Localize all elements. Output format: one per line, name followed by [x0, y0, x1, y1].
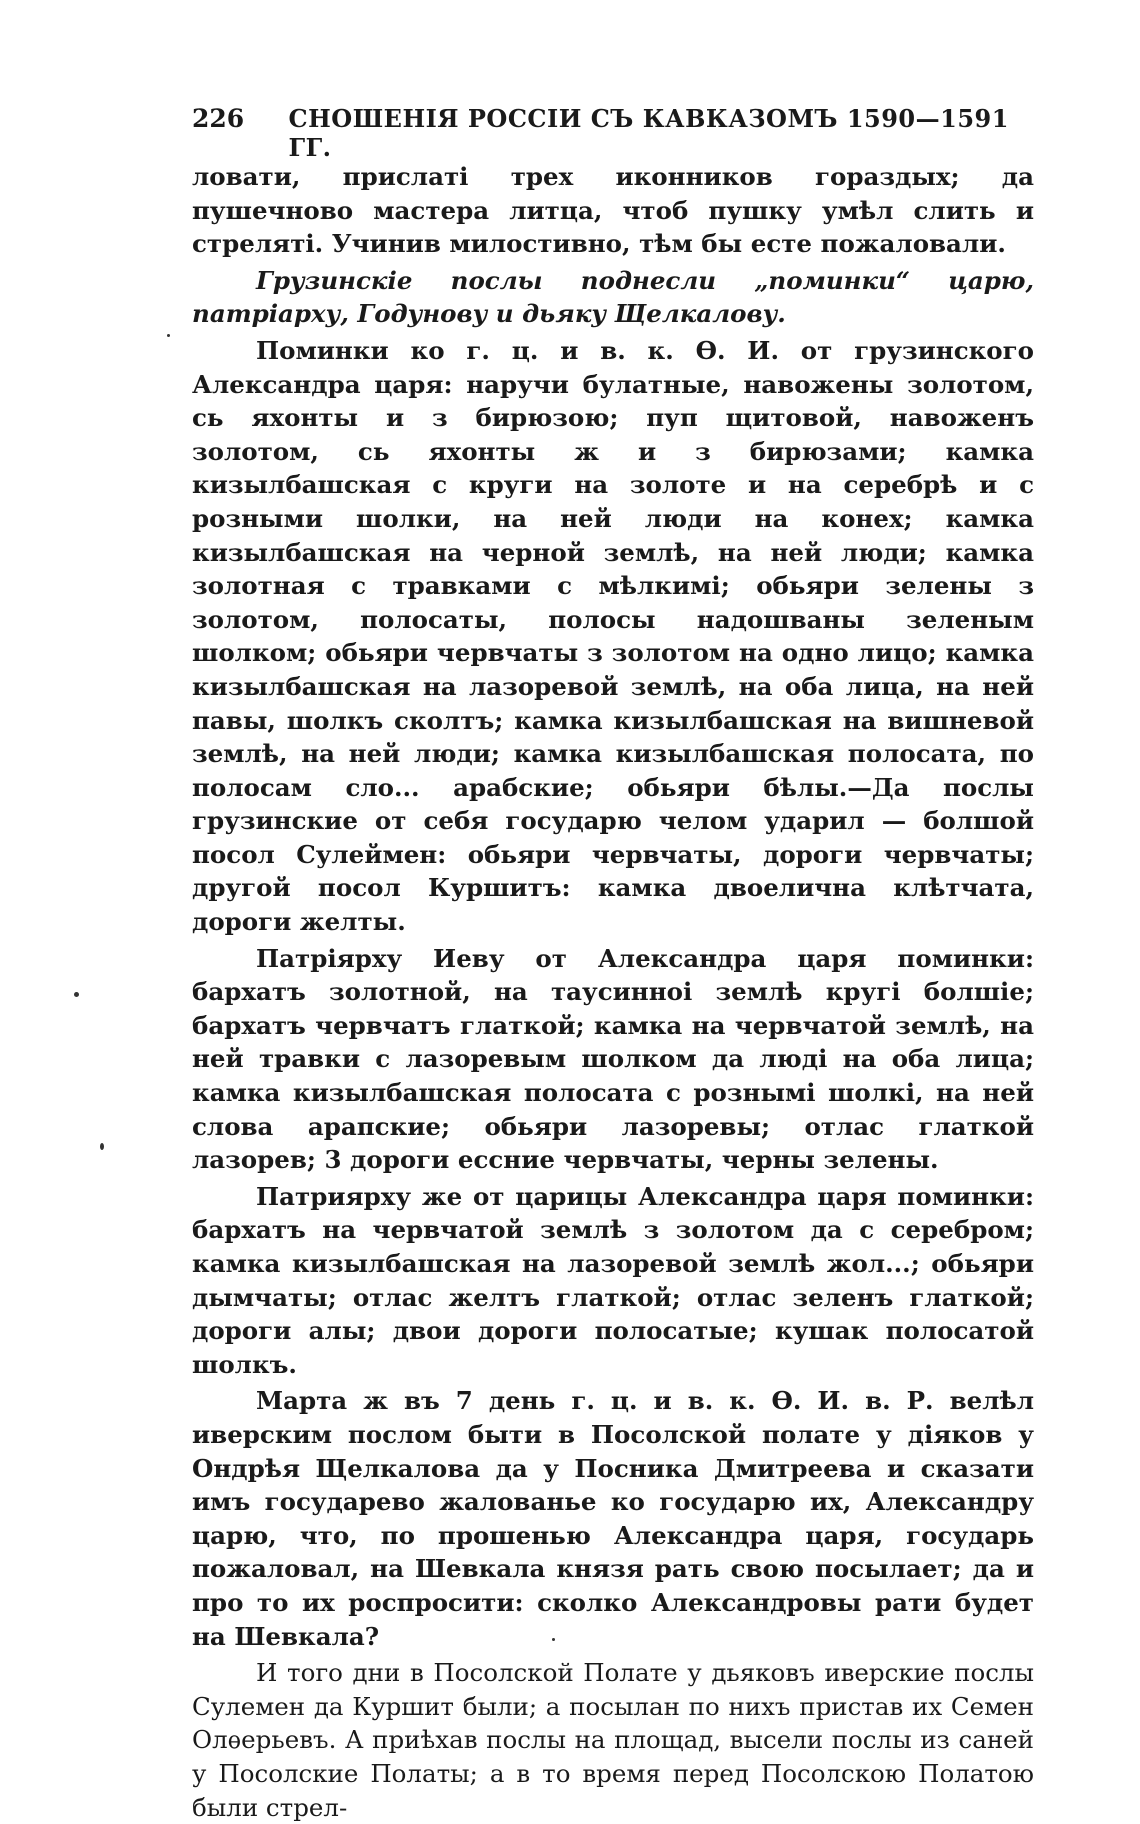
- document-page: [192, 104, 1034, 1824]
- scan-speck: [552, 1638, 555, 1641]
- section-heading-italic: Грузинскіе послы поднесли „поминки“ царю, патріарху, Годунову и дьяку Щелкалову.: [192, 265, 1034, 329]
- body-text: [192, 160, 1034, 1824]
- running-header: [192, 104, 1034, 162]
- paragraph-letter-ending: ловати, прислаті трех иконников гораздых; да пушечново мастера литца, чтоб пушку умѣл слить и стреляті. Учинив милостивно, тѣм бы есте пожаловали.: [192, 162, 1034, 259]
- paragraph-ambassadors-arrival: И того дни в Посолской Полате у дьяковъ иверские послы Сулемен да Куршит были; а посылан по нихъ пристав их Семен Олѳерьевъ. А приѣхав послы на площад, высели послы из саней у Посолские Полаты; а в то время перед Посолскою Полатою были стрел-: [192, 1658, 1034, 1822]
- scan-speck: [100, 1143, 104, 1150]
- paragraph-gifts-to-patriarch: Патріярху Иеву от Александра царя поминки: бархатъ золотной, на таусинноі землѣ кругі болшіе; бархатъ червчатъ глаткой; камка на червчатой землѣ, на ней травки с лазоревым шолком да люді на оба лица; камка кизылбашская полосата с рознымі шолкі, на ней слова арапские; обьяри лазоревы; отлас глаткой лазорев; 3 дороги ессние червчаты, черны зелены.: [192, 943, 1034, 1175]
- scan-speck: [74, 992, 79, 997]
- paragraph-march-audience: Марта ж въ 7 день г. ц. и в. к. Ѳ. И. в. Р. велѣл иверским послом быти в Посолской полате у діяков у Ондрѣя Щелкалова да у Посника Дмитреева и сказати имъ государево жалованье ко государю их, Александру царю, что, по прошенью Александра царя, государь пожаловал, на Шевкала князя рать свою посылает; да и про то их роспросити: сколко Александровы рати будет на Шевкала?: [192, 1386, 1034, 1651]
- paragraph-gifts-to-tsar: Поминки ко г. ц. и в. к. Ѳ. И. от грузинского Александра царя: наручи булатные, навожены золотом, сь яхонты и з бирюзою; пуп щитовой, навоженъ золотом, сь яхонты ж и з бирюзами; камка кизылбашская с круги на золоте и на серебрѣ и с розными шолки, на ней люди на конех; камка кизылбашская на черной землѣ, на ней люди; камка золотная с травками с мѣлкимі; обьяри зелены з золотом, полосаты, полосы надошваны зеленым шолком; обьяри червчаты з золотом на одно лицо; камка кизылбашская на лазоревой землѣ, на оба лица, на ней павы, шолкъ сколтъ; камка кизылбашская на вишневой землѣ, на ней люди; камка кизылбашская полосата, по полосам сло... арабские; обьяри бѣлы.—Да послы грузинские от себя государю челом ударил — болшой посол Сулеймен: обьяри червчаты, дороги червчаты; другой посол Куршитъ: камка двоелична клѣтчата, дороги желты.: [192, 335, 1034, 937]
- scan-speck: [167, 334, 170, 337]
- paragraph-gifts-from-tsaritsa: Патриярху же от царицы Александра царя поминки: бархатъ на червчатой землѣ з золотом да с серебром; камка кизылбашская на лазоревой землѣ жол...; обьяри дымчаты; отлас желтъ глаткой; отлас зеленъ глаткой; дороги алы; двои дороги полосатые; кушак полосатой шолкъ.: [192, 1181, 1034, 1379]
- page-number: 226: [192, 104, 245, 133]
- running-title: СНОШЕНІЯ РОССІИ СЪ КАВКАЗОМЪ 1590—1591 ГГ.: [288, 104, 1009, 162]
